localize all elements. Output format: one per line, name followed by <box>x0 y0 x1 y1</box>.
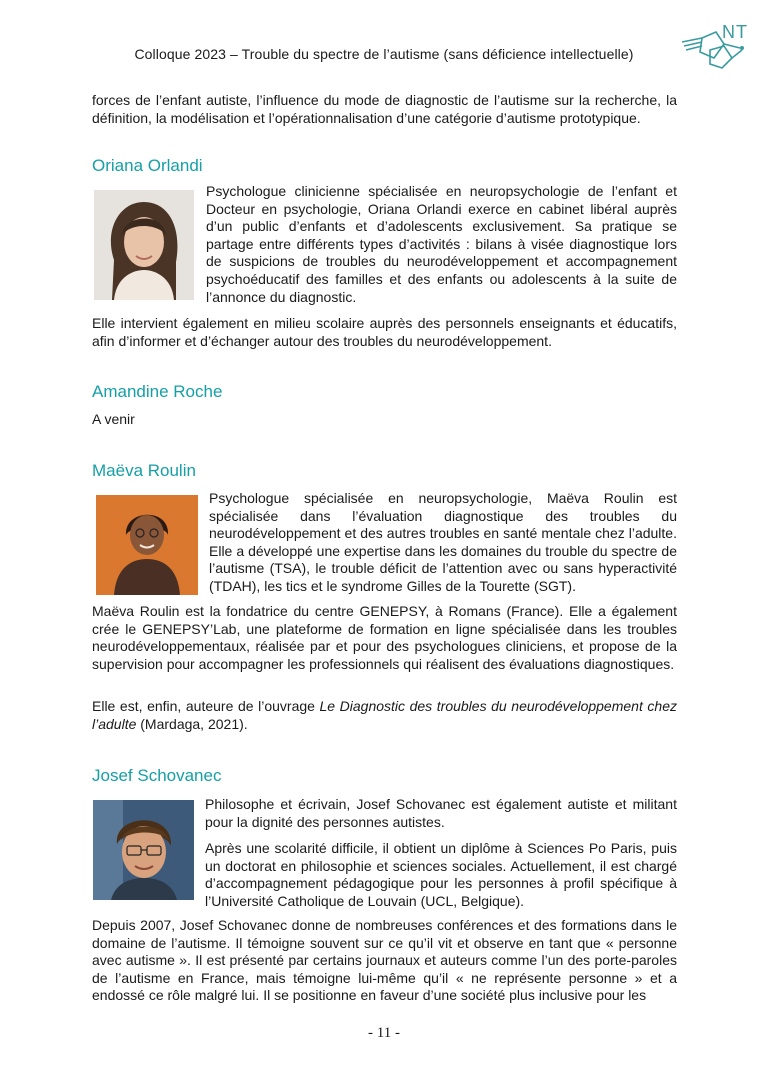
bio-roche <box>92 411 677 429</box>
intro-text: forces de l’enfant autiste, l’influence du mode de diagnostic de l’autisme sur la recherche, la définition, la modélisation et l’opérationnalisation d’une catégorie d’autisme prototypique. <box>92 92 677 126</box>
speaker-name-roche: Amandine Roche <box>92 382 223 401</box>
bio-roulin-book <box>92 698 677 733</box>
speaker-photo-orlandi <box>94 190 194 300</box>
logo-text: NT <box>722 22 748 42</box>
bio-schovanec-intro <box>205 796 677 911</box>
speaker-photo-roulin <box>96 495 198 595</box>
intro-paragraph <box>92 92 677 127</box>
bio-schovanec-extra <box>92 917 677 1005</box>
bio-roulin-text: Psychologue spécialisée en neuropsychologie, Maëva Roulin est spécialisée dans l’évaluation diagnostique des troubles du neurodéveloppement et des autres troubles en santé mentale chez l’adulte. Elle a développé une expertise dans les domaines du trouble du spectre de l’autisme (TSA), le trouble déficit de l’attention avec ou sans hyperactivité (TDAH), les tics et le syndrome Gilles de la Tourette (SGT). <box>209 490 677 594</box>
speaker-name-schovanec: Josef Schovanec <box>92 766 222 785</box>
speaker-name-roulin: Maëva Roulin <box>92 461 196 480</box>
speaker-photo-schovanec <box>93 800 194 900</box>
bio-roulin-text-3 <box>92 698 677 733</box>
bio-roulin-extra <box>92 603 677 673</box>
bio-roche-text: A venir <box>92 411 135 427</box>
page-number: - 11 - <box>368 1025 400 1041</box>
bio-schovanec-text: Philosophe et écrivain, Josef Schovanec est également autiste et militant pour la dignité des personnes autistes. <box>205 796 677 830</box>
bio-orlandi-text: Psychologue clinicienne spécialisée en neuropsychologie de l’enfant et Docteur en psychologie, Oriana Orlandi exerce en cabinet libéral auprès d’un public d’enfants et d’adolescents exclusivement. Sa pratique se partage entre différents types d’activités : bilans à visée diagnostique lors de suspicions de troubles du neurodéveloppement et accompagnement psychoéducatif des familles et des enfants ou adolescents à la suite de l’annonce du diagnostic. <box>206 183 677 305</box>
bio-roulin-intro <box>209 490 677 596</box>
bio-schovanec-text-3: Depuis 2007, Josef Schovanec donne de nombreuses conférences et des formations dans le domaine de l’autisme. Il témoigne souvent sur ce qu’il vit et observe en tant que « personne avec autisme ». Il est présenté par certains journaux et auteurs comme l’un des porte-paroles de l’autisme en France, mais témoigne lui-même qu’il « ne représente personne » et a endossé ce rôle malgré lui. Il se positionne en faveur d’une société plus inclusive pour les <box>92 917 677 1004</box>
bio-orlandi-extra <box>92 315 677 350</box>
bio-roulin-book-post: (Mardaga, 2021). <box>136 715 248 732</box>
bio-roulin-text-2: Maëva Roulin est la fondatrice du centre GENEPSY, à Romans (France). Elle a également crée le GENEPSY’Lab, une plateforme de formation en ligne spécialisée dans les troubles neurodéveloppementaux, réalisée par et pour des psychologues cliniciens, et propose de la supervision pour accompagner les professionnels qui réalisent des évaluations diagnostiques. <box>92 603 677 672</box>
bio-roulin-book-title: Le Diagnostic des troubles du neurodéveloppement chez l’adulte <box>92 698 677 732</box>
bio-orlandi-text-2: Elle intervient également en milieu scolaire auprès des personnels enseignants et éducatifs, afin d’informer et d’échanger autour des troubles du neurodéveloppement. <box>92 315 677 349</box>
speaker-name-orlandi: Oriana Orlandi <box>92 156 203 175</box>
header-title: Colloque 2023 – Trouble du spectre de l’autisme (sans déficience intellectuelle) <box>134 46 634 62</box>
bio-orlandi-intro <box>206 183 677 306</box>
bio-roulin-book-pre: Elle est, enfin, auteure de l’ouvrage <box>92 698 320 714</box>
bio-schovanec-text-2: Après une scolarité difficile, il obtient un diplôme à Sciences Po Paris, puis un doctorat en philosophie et sciences sociales. Actuellement, il est chargé d’accompagnement pédagogique pour les personnes à profil spécifique à l’Université Catholique de Louvain (UCL, Belgique). <box>205 840 677 909</box>
